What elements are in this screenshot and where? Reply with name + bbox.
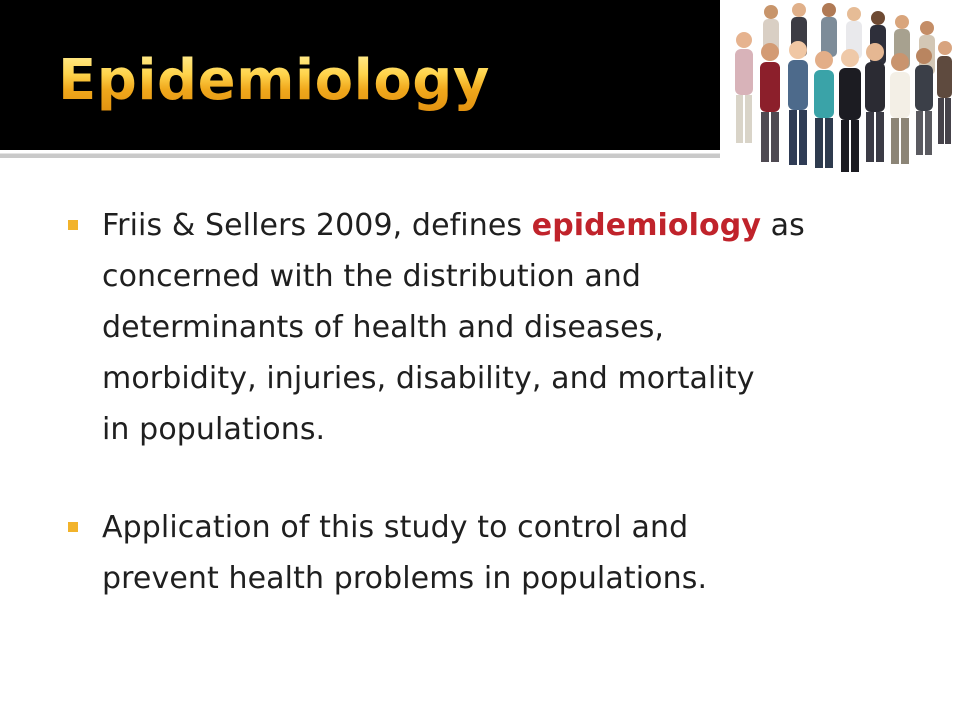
slide-title: Epidemiology [58, 46, 490, 116]
person-figure [760, 43, 780, 162]
bullet-text: Friis & Sellers 2009, defines [102, 208, 532, 243]
group-of-people-photo [726, 0, 954, 182]
person-figure [788, 41, 808, 165]
bullet-list [66, 200, 906, 604]
person-figure [890, 53, 910, 164]
person-figure [735, 32, 753, 143]
person-figure [814, 51, 834, 168]
person-figure [821, 3, 837, 57]
square-bullet-icon [68, 220, 78, 230]
title-divider [0, 153, 720, 158]
bullet-line: morbidity, injuries, disability, and mortality [102, 361, 755, 396]
bullet-definition [66, 200, 906, 455]
person-figure [839, 49, 861, 172]
bullet-line [102, 200, 906, 251]
square-bullet-icon [68, 522, 78, 532]
bullet-text: as [760, 208, 805, 243]
bullet-line: determinants of health and diseases, [102, 310, 665, 345]
bullet-line: in populations. [102, 412, 326, 447]
bullet-line: Application of this study to control and [102, 510, 689, 545]
bullet-line: prevent health problems in populations. [102, 561, 708, 596]
person-figure [937, 41, 952, 144]
bullet-application [66, 502, 906, 604]
highlighted-term: epidemiology [531, 208, 761, 243]
bullet-line: concerned with the distribution and [102, 259, 642, 294]
